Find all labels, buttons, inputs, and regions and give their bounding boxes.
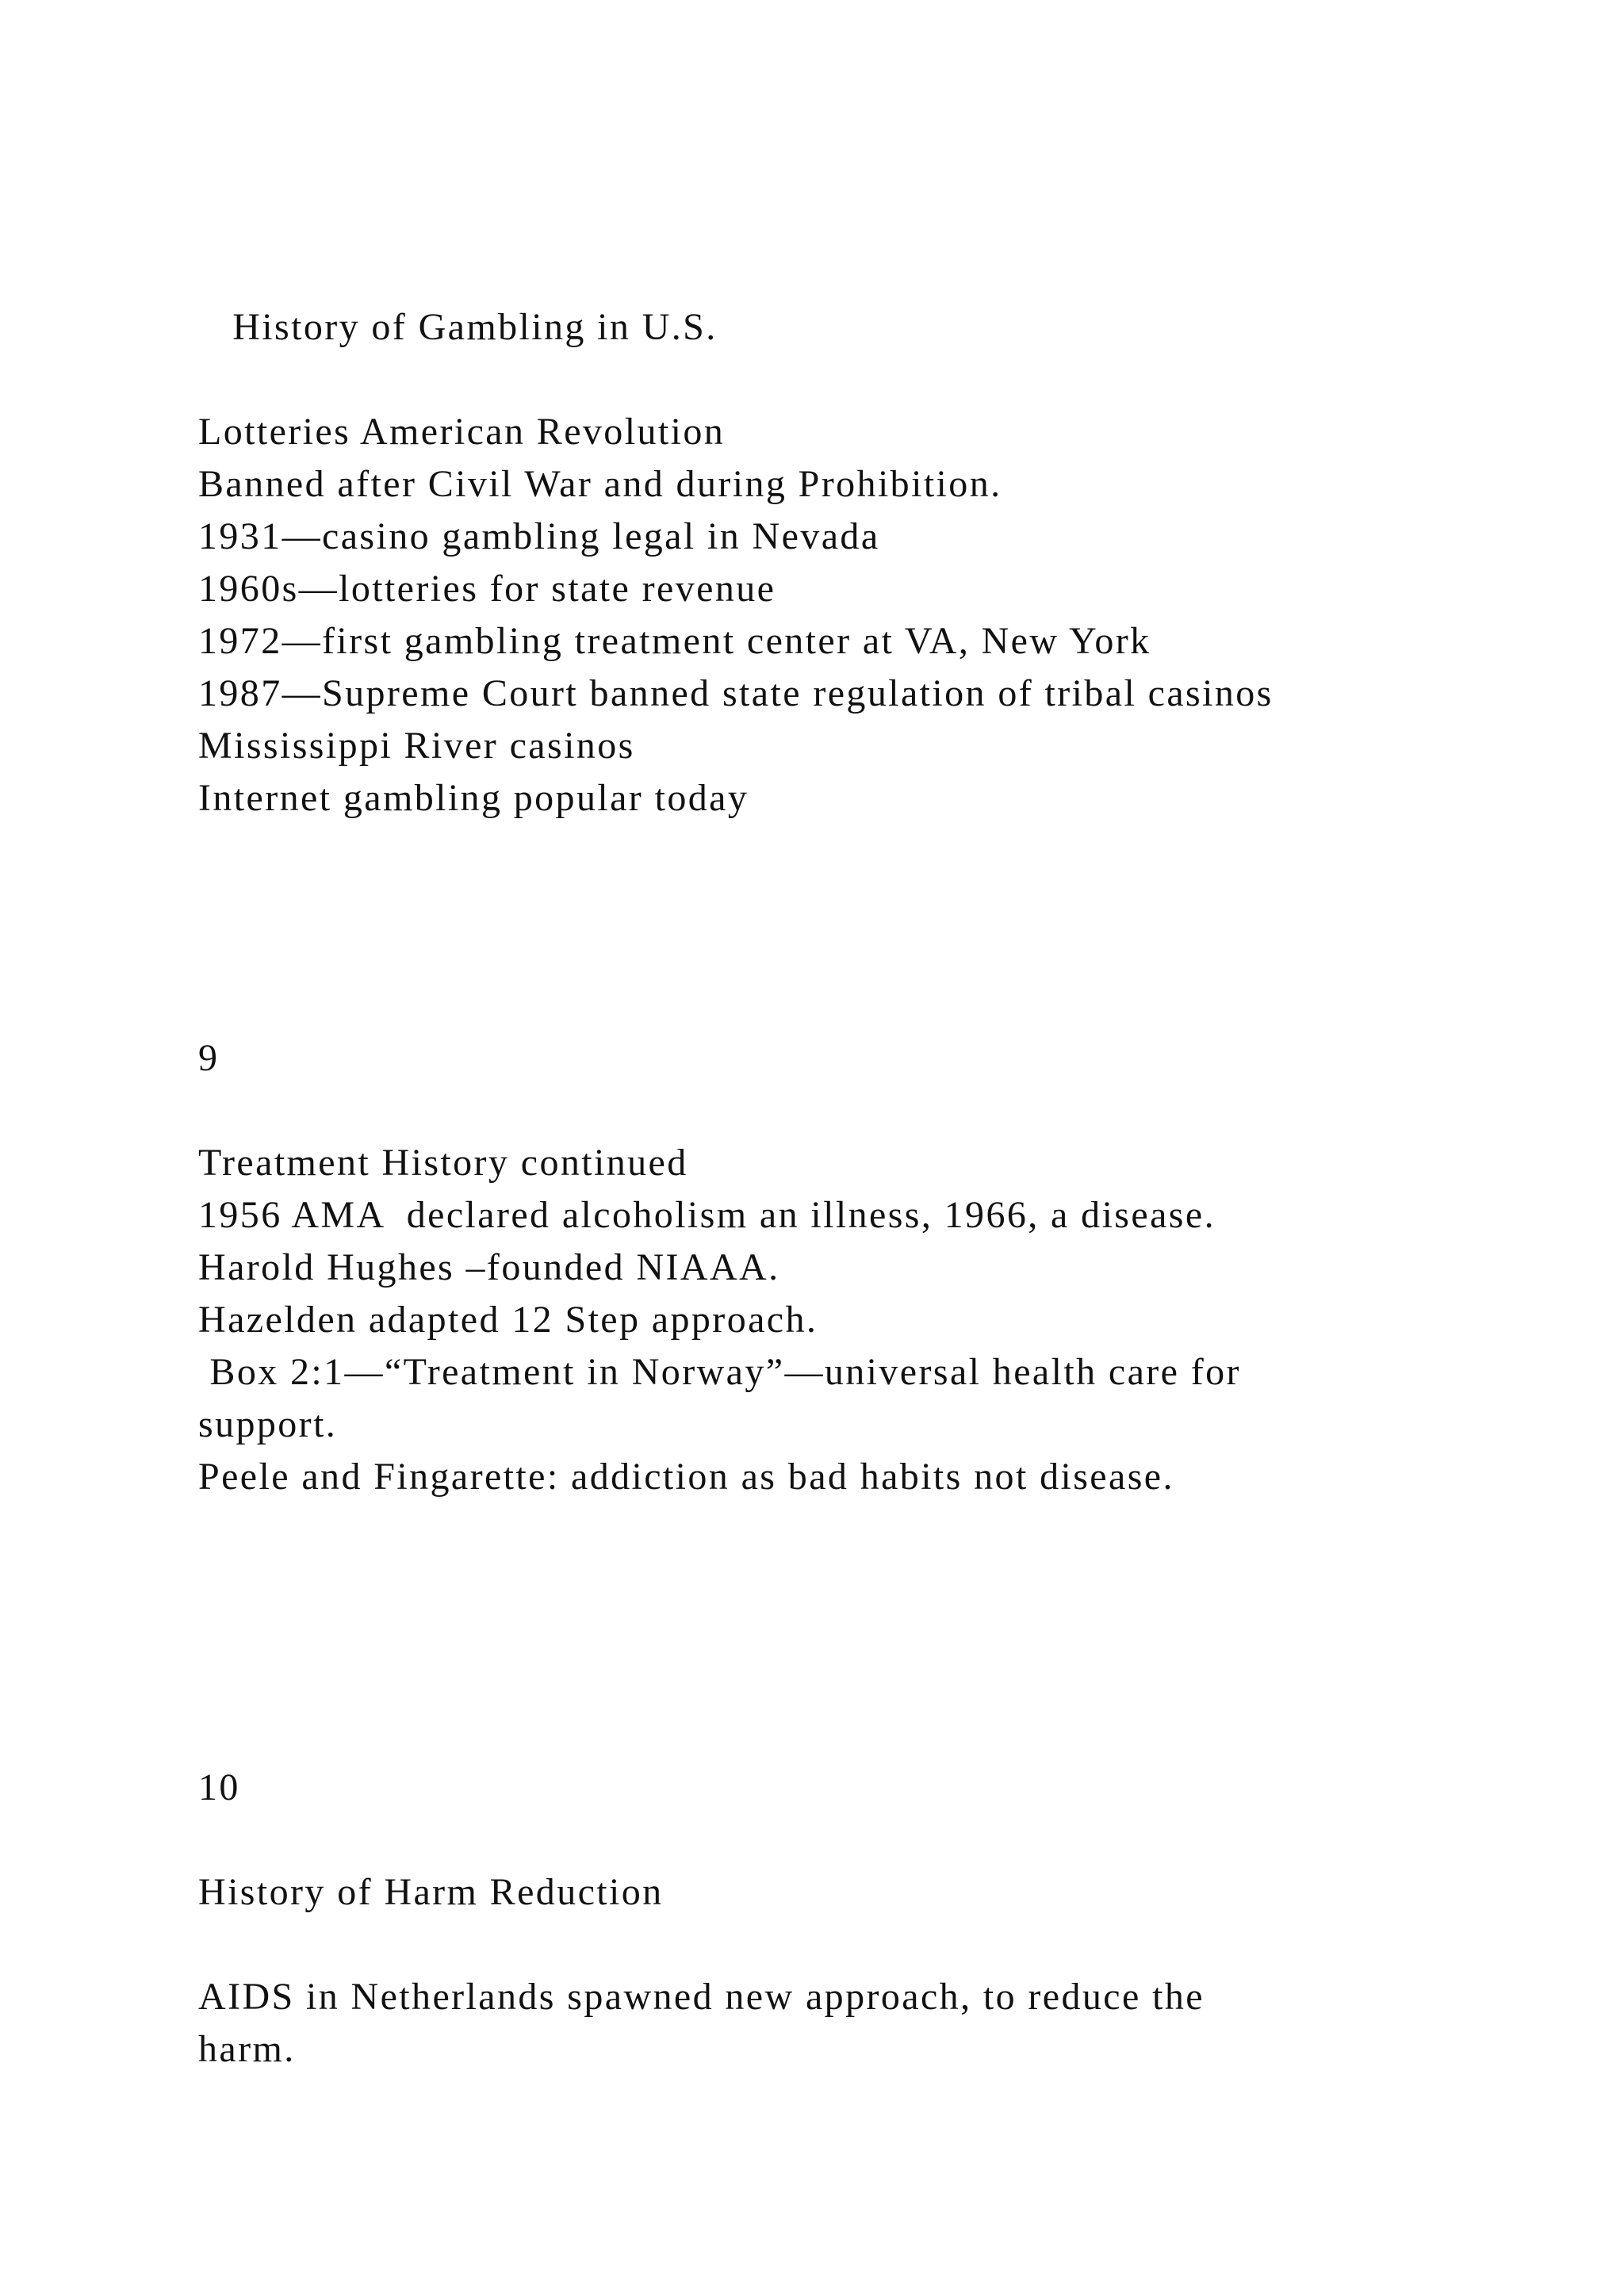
text-line: Internet gambling popular today (198, 777, 749, 819)
text-line: Lotteries American Revolution (198, 411, 726, 453)
section-title-gambling-history: History of Gambling in U.S. (198, 306, 718, 348)
text-line: Harold Hughes –founded NIAAA. (198, 1246, 780, 1288)
text-line: Hazelden adapted 12 Step approach. (198, 1299, 818, 1341)
text-line: Peele and Fingarette: addiction as bad habits not disease. (198, 1456, 1174, 1498)
page-number: 9 (198, 1037, 220, 1079)
page-number: 10 (198, 1766, 240, 1808)
text-line: Banned after Civil War and during Prohibition. (198, 463, 1002, 505)
section-title-treatment-history: Treatment History continued (198, 1142, 688, 1184)
text-line: 1956 AMA declared alcoholism an illness, 1966, a disease. (198, 1194, 1216, 1236)
text-line: Mississippi River casinos (198, 725, 635, 767)
text-line: 1987—Supreme Court banned state regulation of tribal casinos (198, 672, 1274, 714)
text-line: Box 2:1—“Treatment in Norway”—universal health care for (198, 1351, 1241, 1393)
text-line: AIDS in Netherlands spawned new approach, to reduce the (198, 1976, 1205, 2018)
text-line: 1960s—lotteries for state revenue (198, 568, 776, 610)
text-line: 1972—first gambling treatment center at VA, New York (198, 620, 1151, 662)
section-title-harm-reduction: History of Harm Reduction (198, 1871, 664, 1913)
text-line: support. (198, 1403, 338, 1445)
text-line: 1931—casino gambling legal in Nevada (198, 515, 880, 557)
text-line: harm. (198, 2028, 296, 2070)
